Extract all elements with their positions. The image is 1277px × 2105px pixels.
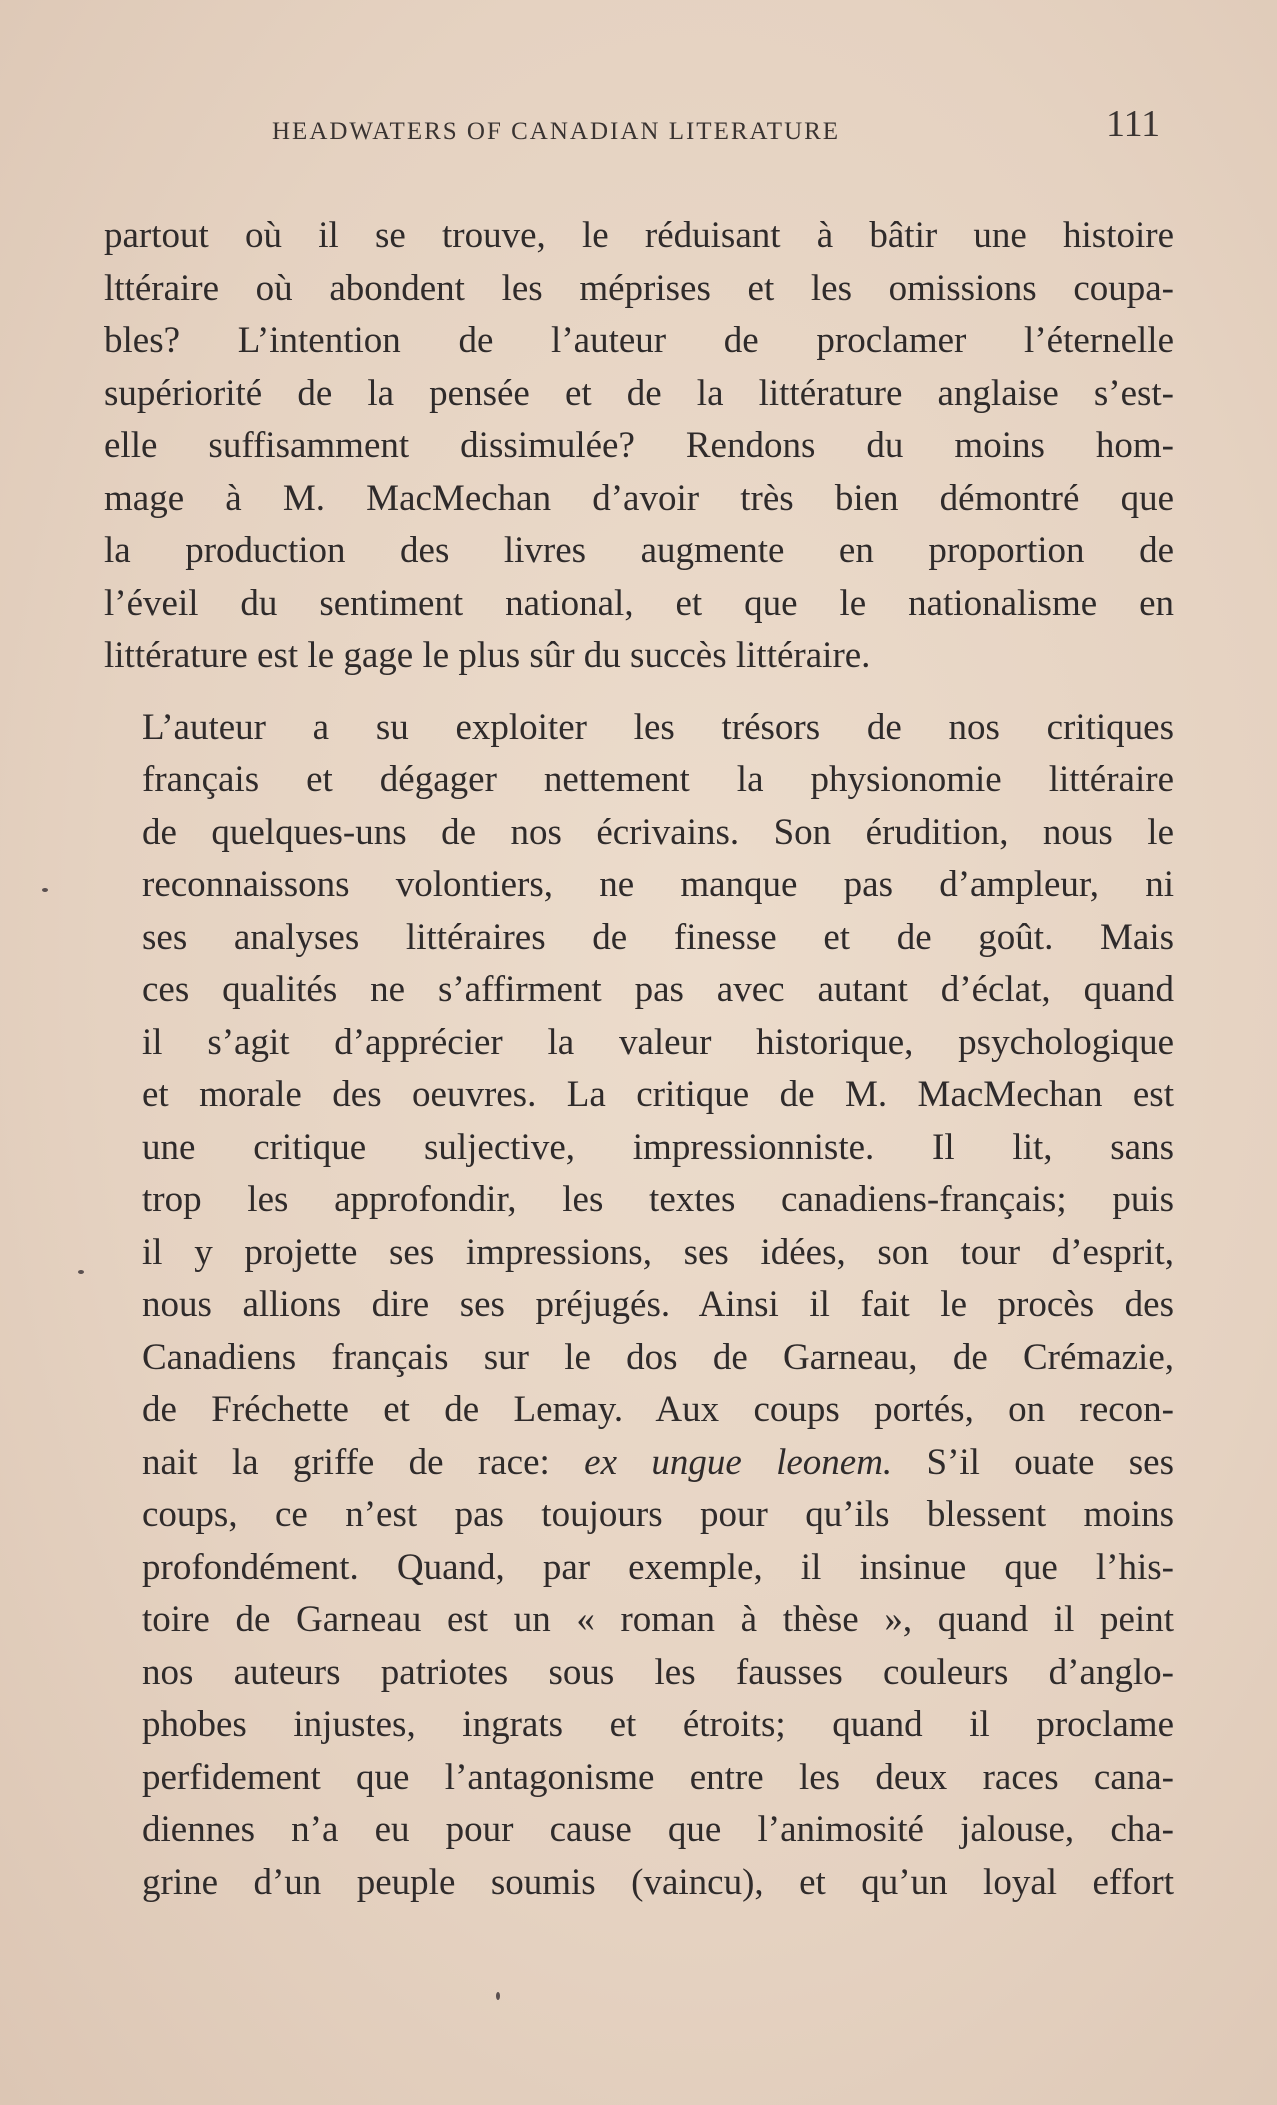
text-segment: S’il ouate ses (892, 1441, 1174, 1483)
text-line: il s’agit d’apprécier la valeur historique, psychologique (142, 1021, 1174, 1063)
latin-phrase: ex ungue leonem. (584, 1441, 893, 1483)
text-line: L’auteur a su exploiter les trésors de nos critiques (142, 706, 1174, 748)
text-line: nos auteurs patriotes sous les fausses couleurs d’anglo- (142, 1651, 1174, 1693)
text-line: français et dégager nettement la physionomie littéraire (142, 759, 1174, 800)
print-speck (496, 1992, 500, 2000)
text-line: une critique suljective, impressionniste. Il lit, sans (142, 1126, 1174, 1168)
text-segment: nait la griffe de race: (142, 1441, 585, 1483)
text-line: phobes injustes, ingrats et étroits; quand il proclame (142, 1704, 1174, 1745)
text-line: supériorité de la pensée et de la littérature anglaise s’est- (104, 372, 1174, 414)
text-line: de Fréchette et de Lemay. Aux coups portés, on recon- (142, 1389, 1174, 1430)
text-line: et morale des oeuvres. La critique de M. MacMechan est (142, 1074, 1174, 1115)
text-line-with-italic (104, 1437, 1174, 1490)
print-speck (78, 1270, 84, 1274)
text-line: nous allions dire ses préjugés. Ainsi il fait le procès des (142, 1284, 1174, 1325)
page-number: 111 (1106, 103, 1161, 145)
text-line: trop les approfondir, les textes canadiens-français; puis (142, 1179, 1174, 1220)
text-line: reconnaissons volontiers, ne manque pas d’ampleur, ni (142, 864, 1174, 905)
text-line: littérature est le gage le plus sûr du succès littéraire. (104, 635, 871, 676)
print-speck (42, 888, 48, 892)
text-line: lttéraire où abondent les méprises et les omissions coupa- (104, 267, 1174, 309)
text-line: de quelques-uns de nos écrivains. Son érudition, nous le (142, 811, 1174, 853)
running-head: HEADWATERS OF CANADIAN LITERATURE (272, 118, 841, 145)
text-line: Canadiens français sur le dos de Garneau, de Crémazie, (142, 1336, 1174, 1378)
paragraph-2 (104, 702, 1174, 1910)
text-line: grine d’un peuple soumis (vaincu), et qu’un loyal effort (142, 1861, 1174, 1903)
text-line: ses analyses littéraires de finesse et de goût. Mais (142, 916, 1174, 958)
text-line: bles? L’intention de l’auteur de proclamer l’éternelle (104, 320, 1174, 361)
text-line: diennes n’a eu pour cause que l’animosité jalouse, cha- (142, 1809, 1174, 1850)
text-line: perfidement que l’antagonisme entre les deux races cana- (142, 1756, 1174, 1798)
text-line: ces qualités ne s’affirment pas avec autant d’éclat, quand (142, 969, 1174, 1010)
text-line: partout où il se trouve, le réduisant à bâtir une histoire (104, 215, 1174, 256)
text-line: l’éveil du sentiment national, et que le nationalisme en (104, 582, 1174, 624)
text-line: profondément. Quand, par exemple, il insinue que l’his- (142, 1546, 1174, 1588)
text-line: il y projette ses impressions, ses idées, son tour d’esprit, (142, 1231, 1174, 1273)
paragraph-1 (104, 210, 1174, 683)
text-line: coups, ce n’est pas toujours pour qu’ils blessent moins (142, 1494, 1174, 1535)
text-line: toire de Garneau est un « roman à thèse », quand il peint (142, 1599, 1174, 1640)
text-line: la production des livres augmente en proportion de (104, 530, 1174, 571)
body-text (104, 210, 1174, 1909)
text-line: mage à M. MacMechan d’avoir très bien démontré que (104, 477, 1174, 519)
text-line: elle suffisamment dissimulée? Rendons du moins hom- (104, 425, 1174, 466)
